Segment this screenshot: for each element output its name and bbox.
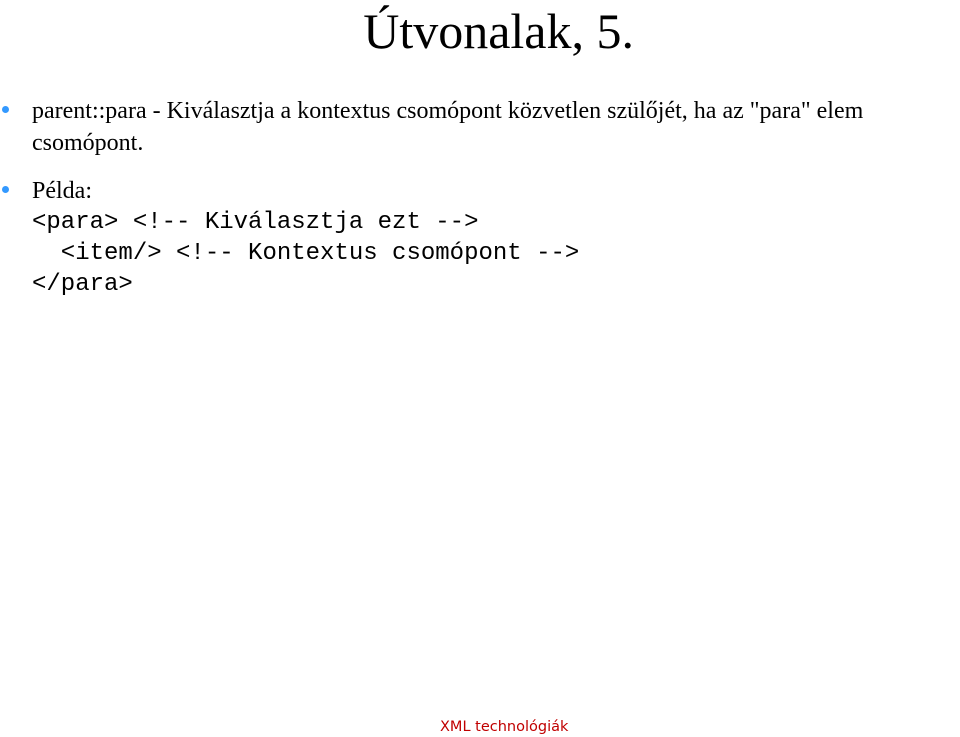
bullet-example [0,175,960,300]
bullet-dot-icon [2,106,9,113]
code-line: </para> [32,271,133,298]
xml-code-example [32,207,960,300]
slide-title: Útvonalak, 5. [363,3,634,59]
code-line: <item/> <!-- Kontextus csomópont --> [32,240,580,267]
code-line: <para> <!-- Kiválasztja ezt --> [32,209,479,236]
bullet-dot-icon [2,186,9,193]
bullet-list [0,95,960,300]
bullet-text: Példa: [32,178,92,204]
bullet-text: parent::para - Kiválasztja a kontextus csomópont közvetlen szülőjét, ha az "para" elem csomópont. [32,98,864,156]
footer-caption: XML technológiák [440,719,569,735]
bullet-parent-axis [0,95,960,159]
